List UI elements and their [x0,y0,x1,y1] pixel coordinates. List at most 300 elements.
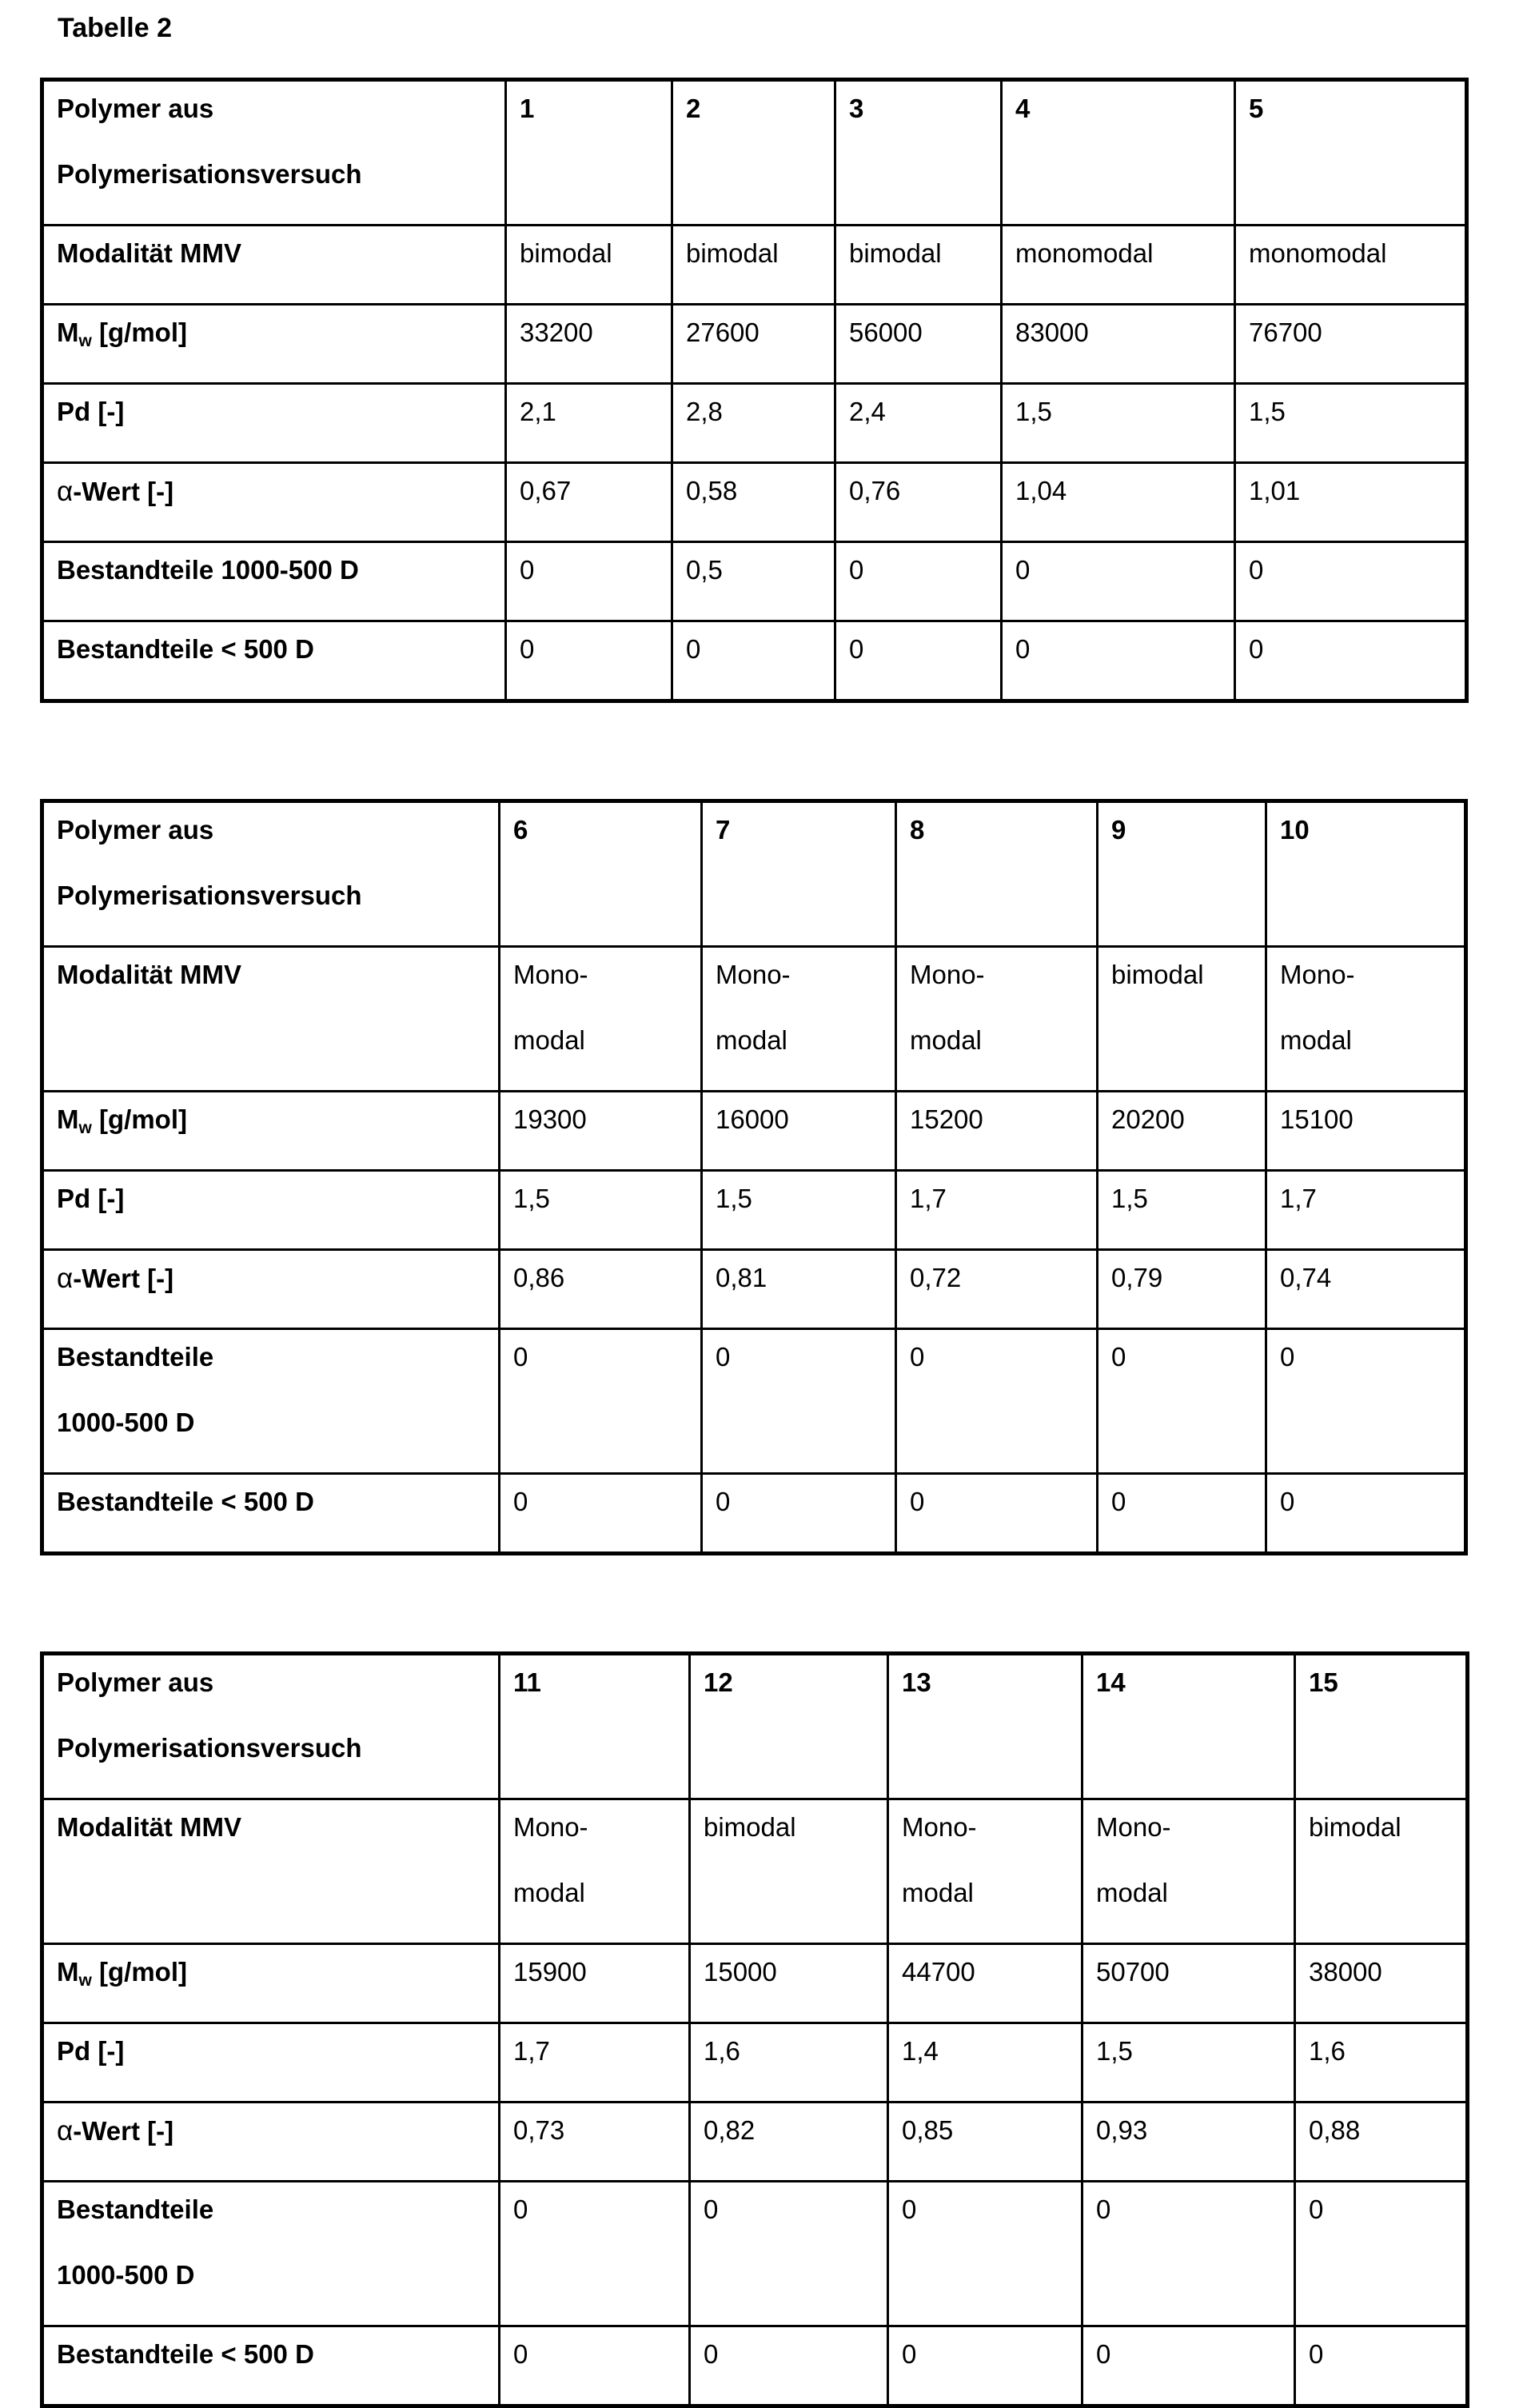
corner-header-line: Polymerisationsversuch [57,881,362,910]
row-label-line [57,317,501,382]
value-line: Mono- [716,960,791,989]
label-text: -Wert [-] [73,477,174,506]
greek-alpha: α [57,2115,74,2146]
column-header-cell [690,1654,888,1799]
row-label-line [57,1262,495,1328]
row-label-line [57,1811,495,1877]
polymer-table-versuche-6-10 [40,799,1468,1555]
table-row [42,2103,1468,2182]
row-label-cell [42,2182,500,2326]
value-cell [500,947,702,1092]
row-label-line [57,1341,495,1407]
table-row [42,947,1466,1092]
row-label-cell [42,1474,500,1554]
value-line: bimodal [1111,960,1204,989]
corner-header-cell [42,801,500,947]
value-cell [506,384,672,463]
row-label-line [57,1183,495,1248]
value-cell [506,305,672,384]
value-line: 0 [1015,555,1031,585]
value-cell [702,1092,896,1171]
value-cell [690,1944,888,2023]
value-line: 0 [910,1487,925,1516]
table-row [42,1944,1468,2023]
label-text: Bestandteile < 500 D [57,1487,314,1516]
corner-header-line: Polymer aus [57,815,214,845]
value-cell [672,542,835,621]
value-cell [835,542,1002,621]
value-cell [835,226,1002,305]
label-text: Pd [-] [57,397,125,426]
value-cell [500,2182,690,2326]
value-cell [672,463,835,542]
value-cell [506,226,672,305]
value-line: 56000 [849,317,923,347]
value-line: 50700 [1096,1957,1170,1987]
value-cell [1235,305,1467,384]
column-header-label: 4 [1015,94,1031,123]
value-line: 0 [513,2194,528,2224]
table-row [42,621,1467,701]
row-label-line [57,2114,495,2180]
value-cell [702,1171,896,1250]
row-label-line [57,2194,495,2259]
value-cell [1082,1799,1295,1944]
value-cell [888,1944,1082,2023]
column-header-cell [1002,80,1235,226]
value-line: 19300 [513,1104,587,1134]
subscript-text: w [78,1119,92,1137]
header-row [42,80,1467,226]
value-cell [672,226,835,305]
column-header-label: 5 [1249,94,1264,123]
value-line: 0,85 [902,2115,954,2145]
label-text: M [57,1104,79,1134]
value-cell [888,2103,1082,2182]
row-label-cell [42,2023,500,2103]
value-cell [500,2326,690,2406]
value-cell [1098,1250,1266,1329]
value-line: 0,79 [1111,1263,1163,1292]
value-line: 0 [1096,2194,1111,2224]
value-line: 0,67 [520,476,572,505]
value-line: 0 [513,2339,528,2369]
value-line: 1,5 [1015,397,1052,426]
value-line: 0 [686,634,701,664]
column-header-label: 1 [520,94,535,123]
corner-header-line: Polymerisationsversuch [57,159,362,189]
value-cell [896,1474,1098,1554]
value-line: 33200 [520,317,593,347]
value-cell [1295,1944,1468,2023]
value-line: 0 [1309,2339,1324,2369]
column-header-label: 14 [1096,1667,1126,1697]
value-line: 0,81 [716,1263,768,1292]
value-cell [1082,1944,1295,2023]
value-line: 0 [1309,2194,1324,2224]
value-line: 16000 [716,1104,789,1134]
value-line: 1,6 [704,2036,740,2066]
table-row [42,2326,1468,2406]
value-line: 0,93 [1096,2115,1148,2145]
column-header-label: 7 [716,815,731,845]
value-cell [500,1799,690,1944]
row-label-cell [42,947,500,1092]
label-text: [g/mol] [91,317,187,347]
value-line: 0 [513,1487,528,1516]
value-line: bimodal [1309,1812,1401,1842]
column-header-cell [1295,1654,1468,1799]
value-line: 0 [1111,1342,1126,1372]
row-label-line [57,1407,495,1472]
value-cell [702,947,896,1092]
value-cell [690,2103,888,2182]
column-header-label: 3 [849,94,864,123]
value-line: 0,88 [1309,2115,1361,2145]
value-cell [500,2103,690,2182]
column-header-cell [835,80,1002,226]
value-cell [702,1250,896,1329]
value-line: 0 [1280,1342,1295,1372]
value-line: 0 [902,2339,917,2369]
value-line: 0,5 [686,555,723,585]
table-row [42,1474,1466,1554]
value-cell [835,305,1002,384]
greek-alpha: α [57,476,74,507]
value-cell [896,1250,1098,1329]
column-header-cell [702,801,896,947]
value-line: Mono- [910,960,985,989]
row-label-cell [42,1799,500,1944]
polymer-table-versuche-1-5 [40,78,1469,703]
column-header-cell [506,80,672,226]
row-label-cell [42,1944,500,2023]
label-text: Bestandteile [57,1342,214,1372]
value-line: 1,7 [910,1184,947,1213]
value-line: modal [902,1878,974,1907]
value-line: 2,4 [849,397,886,426]
value-line: 0,76 [849,476,901,505]
row-label-cell [42,384,506,463]
column-header-cell [500,801,702,947]
table-row [42,542,1467,621]
value-line: 2,8 [686,397,723,426]
value-cell [1295,2023,1468,2103]
value-line: 0 [1249,634,1264,664]
corner-header-cell [42,80,506,226]
column-header-label: 15 [1309,1667,1338,1697]
header-row [42,1654,1468,1799]
value-cell [506,621,672,701]
value-line: 15000 [704,1957,777,1987]
subscript-text: w [78,1971,92,1990]
value-cell [1082,2103,1295,2182]
column-header-cell [888,1654,1082,1799]
value-cell [888,2182,1082,2326]
value-line: 0,58 [686,476,738,505]
value-cell [1295,2103,1468,2182]
row-label-line [57,2338,495,2404]
value-line: 20200 [1111,1104,1185,1134]
row-label-cell [42,1171,500,1250]
value-cell [500,1474,702,1554]
column-header-cell [1082,1654,1295,1799]
value-cell [690,2182,888,2326]
label-text: 1000-500 D [57,1408,195,1437]
value-line: modal [910,1025,982,1055]
value-line: 44700 [902,1957,975,1987]
table-row [42,1329,1466,1474]
value-cell [1082,2326,1295,2406]
value-line: 0 [1280,1487,1295,1516]
label-text: Modalität MMV [57,960,241,989]
value-line: modal [513,1025,585,1055]
label-text: M [57,317,79,347]
row-label-cell [42,2103,500,2182]
value-cell [1266,1474,1466,1554]
row-label-cell [42,305,506,384]
row-label-cell [42,463,506,542]
value-cell [506,463,672,542]
row-label-line [57,1486,495,1551]
value-line: 1,5 [716,1184,752,1213]
row-label-line [57,396,501,461]
value-line: 0 [849,634,864,664]
table-row [42,1092,1466,1171]
table-row [42,305,1467,384]
value-line: 1,7 [513,2036,550,2066]
value-line: Mono- [1280,960,1355,989]
value-line: 0 [1111,1487,1126,1516]
column-header-label: 2 [686,94,701,123]
value-cell [896,1171,1098,1250]
value-cell [835,621,1002,701]
row-label-cell [42,621,506,701]
tables-container [40,78,1539,2408]
value-line: bimodal [849,238,942,268]
value-cell [672,305,835,384]
value-cell [506,542,672,621]
corner-header-line: Polymer aus [57,94,214,123]
value-cell [702,1329,896,1474]
value-cell [702,1474,896,1554]
row-label-cell [42,1092,500,1171]
value-line: bimodal [704,1812,796,1842]
value-line: 0,73 [513,2115,565,2145]
column-header-label: 13 [902,1667,931,1697]
row-label-cell [42,1329,500,1474]
value-line: 2,1 [520,397,556,426]
value-cell [1002,305,1235,384]
value-cell [1098,1329,1266,1474]
value-line: 0 [704,2339,719,2369]
row-label-line [57,1956,495,2022]
value-cell [690,2023,888,2103]
value-line: 0 [1249,555,1264,585]
value-line: Mono- [902,1812,977,1842]
value-cell [1266,947,1466,1092]
value-cell [500,1944,690,2023]
subscript-text: w [78,332,92,350]
label-text: Bestandteile < 500 D [57,634,314,664]
table-row [42,1799,1468,1944]
value-line: 0 [716,1342,731,1372]
polymer-table-versuche-11-15 [40,1651,1469,2408]
table-row [42,2023,1468,2103]
value-cell [1098,1474,1266,1554]
value-line: 0 [716,1487,731,1516]
value-line: Mono- [1096,1812,1171,1842]
value-line: 0,74 [1280,1263,1332,1292]
value-cell [1082,2023,1295,2103]
column-header-label: 9 [1111,815,1126,845]
value-cell [1266,1329,1466,1474]
value-line: modal [1280,1025,1352,1055]
value-line: 27600 [686,317,760,347]
value-line: Mono- [513,1812,588,1842]
column-header-label: 10 [1280,815,1310,845]
value-cell [500,1250,702,1329]
table-row [42,2182,1468,2326]
corner-header-line: Polymerisationsversuch [57,1733,362,1763]
table-row [42,463,1467,542]
value-line: 0 [902,2194,917,2224]
row-label-cell [42,226,506,305]
column-header-cell [1235,80,1467,226]
column-header-label: 8 [910,815,925,845]
value-cell [500,1092,702,1171]
value-cell [1266,1092,1466,1171]
label-text: Modalität MMV [57,238,241,268]
label-text: [g/mol] [91,1104,187,1134]
value-cell [1002,384,1235,463]
value-line: 76700 [1249,317,1322,347]
value-cell [690,1799,888,1944]
page-title: Tabelle 2 [58,13,172,43]
value-cell [1295,2326,1468,2406]
value-line: 1,5 [1249,397,1286,426]
value-cell [1235,542,1467,621]
value-cell [1098,947,1266,1092]
value-line: 0 [910,1342,925,1372]
value-cell [500,2023,690,2103]
value-line: 83000 [1015,317,1089,347]
value-cell [1266,1171,1466,1250]
value-cell [672,621,835,701]
value-cell [1235,463,1467,542]
value-line: 1,5 [513,1184,550,1213]
label-text: -Wert [-] [73,1264,174,1293]
value-line: 0,82 [704,2115,756,2145]
label-text: Bestandteile [57,2194,214,2224]
label-text: Pd [-] [57,1184,125,1213]
label-text: -Wert [-] [73,2116,174,2146]
value-cell [1295,1799,1468,1944]
value-cell [1002,463,1235,542]
row-label-cell [42,1250,500,1329]
label-text: Bestandteile < 500 D [57,2339,314,2369]
value-line: 15200 [910,1104,983,1134]
row-label-line [57,554,501,620]
row-label-cell [42,542,506,621]
value-line: modal [513,1878,585,1907]
value-line: modal [716,1025,787,1055]
value-line: 1,5 [1096,2036,1133,2066]
value-cell [1266,1250,1466,1329]
value-cell [835,384,1002,463]
row-label-line [57,959,495,1024]
value-cell [500,1171,702,1250]
column-header-label: 11 [513,1667,541,1697]
value-line: bimodal [520,238,612,268]
label-text: [g/mol] [91,1957,187,1987]
value-cell [1098,1092,1266,1171]
value-line: 0,86 [513,1263,565,1292]
value-cell [1002,226,1235,305]
column-header-label: 12 [704,1667,733,1697]
value-line: monomodal [1249,238,1387,268]
value-line: 0 [520,634,535,664]
value-line: 1,4 [902,2036,939,2066]
value-line: modal [1096,1878,1168,1907]
value-cell [835,463,1002,542]
row-label-line [57,2035,495,2101]
value-cell [896,1092,1098,1171]
value-cell [1235,384,1467,463]
value-line: 0 [849,555,864,585]
column-header-label: 6 [513,815,528,845]
value-line: 1,01 [1249,476,1301,505]
value-line: 15100 [1280,1104,1354,1134]
column-header-cell [1266,801,1466,947]
value-line: 0 [704,2194,719,2224]
value-line: 1,7 [1280,1184,1317,1213]
value-cell [1098,1171,1266,1250]
table-row [42,384,1467,463]
row-label-line [57,1104,495,1169]
corner-header-line: Polymer aus [57,1667,214,1697]
column-header-cell [500,1654,690,1799]
value-cell [888,2023,1082,2103]
value-cell [1235,226,1467,305]
value-cell [1082,2182,1295,2326]
label-text: 1000-500 D [57,2260,195,2290]
value-cell [888,1799,1082,1944]
value-line: 0 [1015,634,1031,664]
value-line: monomodal [1015,238,1154,268]
corner-header-cell [42,1654,500,1799]
column-header-cell [1098,801,1266,947]
value-line: 0 [1096,2339,1111,2369]
value-cell [896,1329,1098,1474]
value-line: Mono- [513,960,588,989]
header-row [42,801,1466,947]
greek-alpha: α [57,1263,74,1294]
row-label-line [57,2259,495,2325]
label-text: M [57,1957,79,1987]
label-text: Bestandteile 1000-500 D [57,555,359,585]
value-line: 1,04 [1015,476,1067,505]
value-line: 0,72 [910,1263,962,1292]
value-cell [896,947,1098,1092]
table-row [42,1171,1466,1250]
value-line: 1,5 [1111,1184,1148,1213]
table-row [42,1250,1466,1329]
value-cell [1002,542,1235,621]
value-cell [1295,2182,1468,2326]
row-label-line [57,475,501,541]
table-row [42,226,1467,305]
